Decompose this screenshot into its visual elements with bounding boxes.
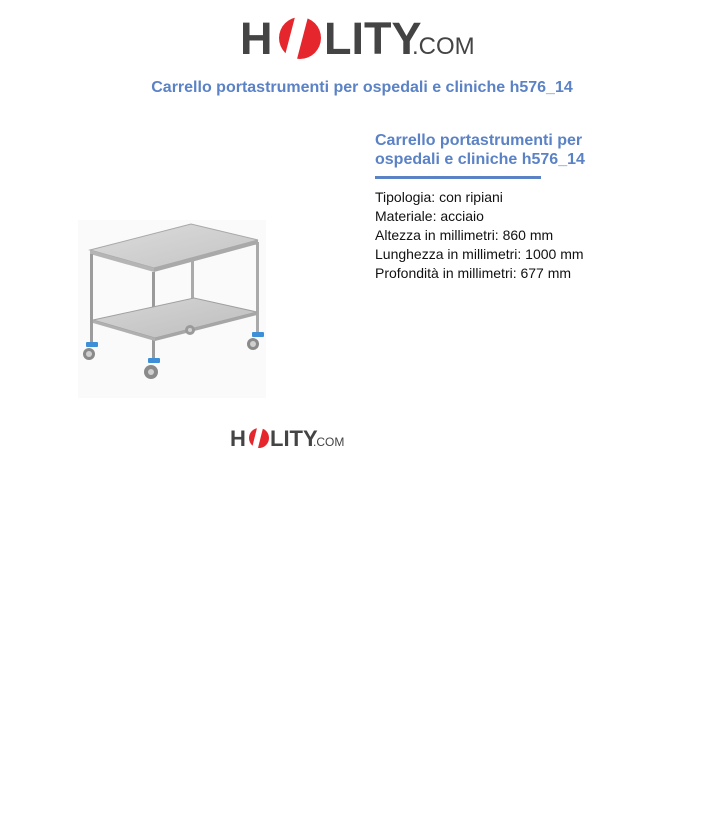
spec-lunghezza: Lunghezza in millimetri: 1000 mm: [375, 246, 584, 262]
page-title: Carrello portastrumenti per ospedali e cliniche h576_14: [151, 79, 573, 96]
instrument-trolley-image[interactable]: [78, 220, 266, 398]
spec-altezza: Altezza in millimetri: 860 mm: [375, 227, 554, 243]
holity-logo[interactable]: [240, 10, 480, 66]
logo-small-prefix: H: [230, 426, 246, 451]
spec-profondita: Profondità in millimetri: 677 mm: [375, 265, 572, 281]
logo-domain: .COM: [412, 33, 475, 60]
product-details: [375, 131, 705, 283]
holity-o-icon: [279, 17, 321, 59]
logo-small-suffix: LITY: [270, 426, 318, 451]
product-image-area: [0, 128, 360, 458]
logo-small-domain: .COM: [313, 435, 345, 449]
logo-prefix: H: [240, 13, 273, 64]
holity-o-icon: [249, 428, 269, 448]
title-divider: [375, 176, 541, 179]
spec-tipologia: Tipologia: con ripiani: [375, 189, 503, 205]
spec-list: [375, 188, 705, 283]
logo-suffix: LITY: [324, 13, 422, 64]
holity-logo-small: [230, 424, 346, 452]
product-title: Carrello portastrumenti per ospedali e cliniche h576_14: [375, 132, 585, 168]
spec-materiale: Materiale: acciaio: [375, 208, 484, 224]
